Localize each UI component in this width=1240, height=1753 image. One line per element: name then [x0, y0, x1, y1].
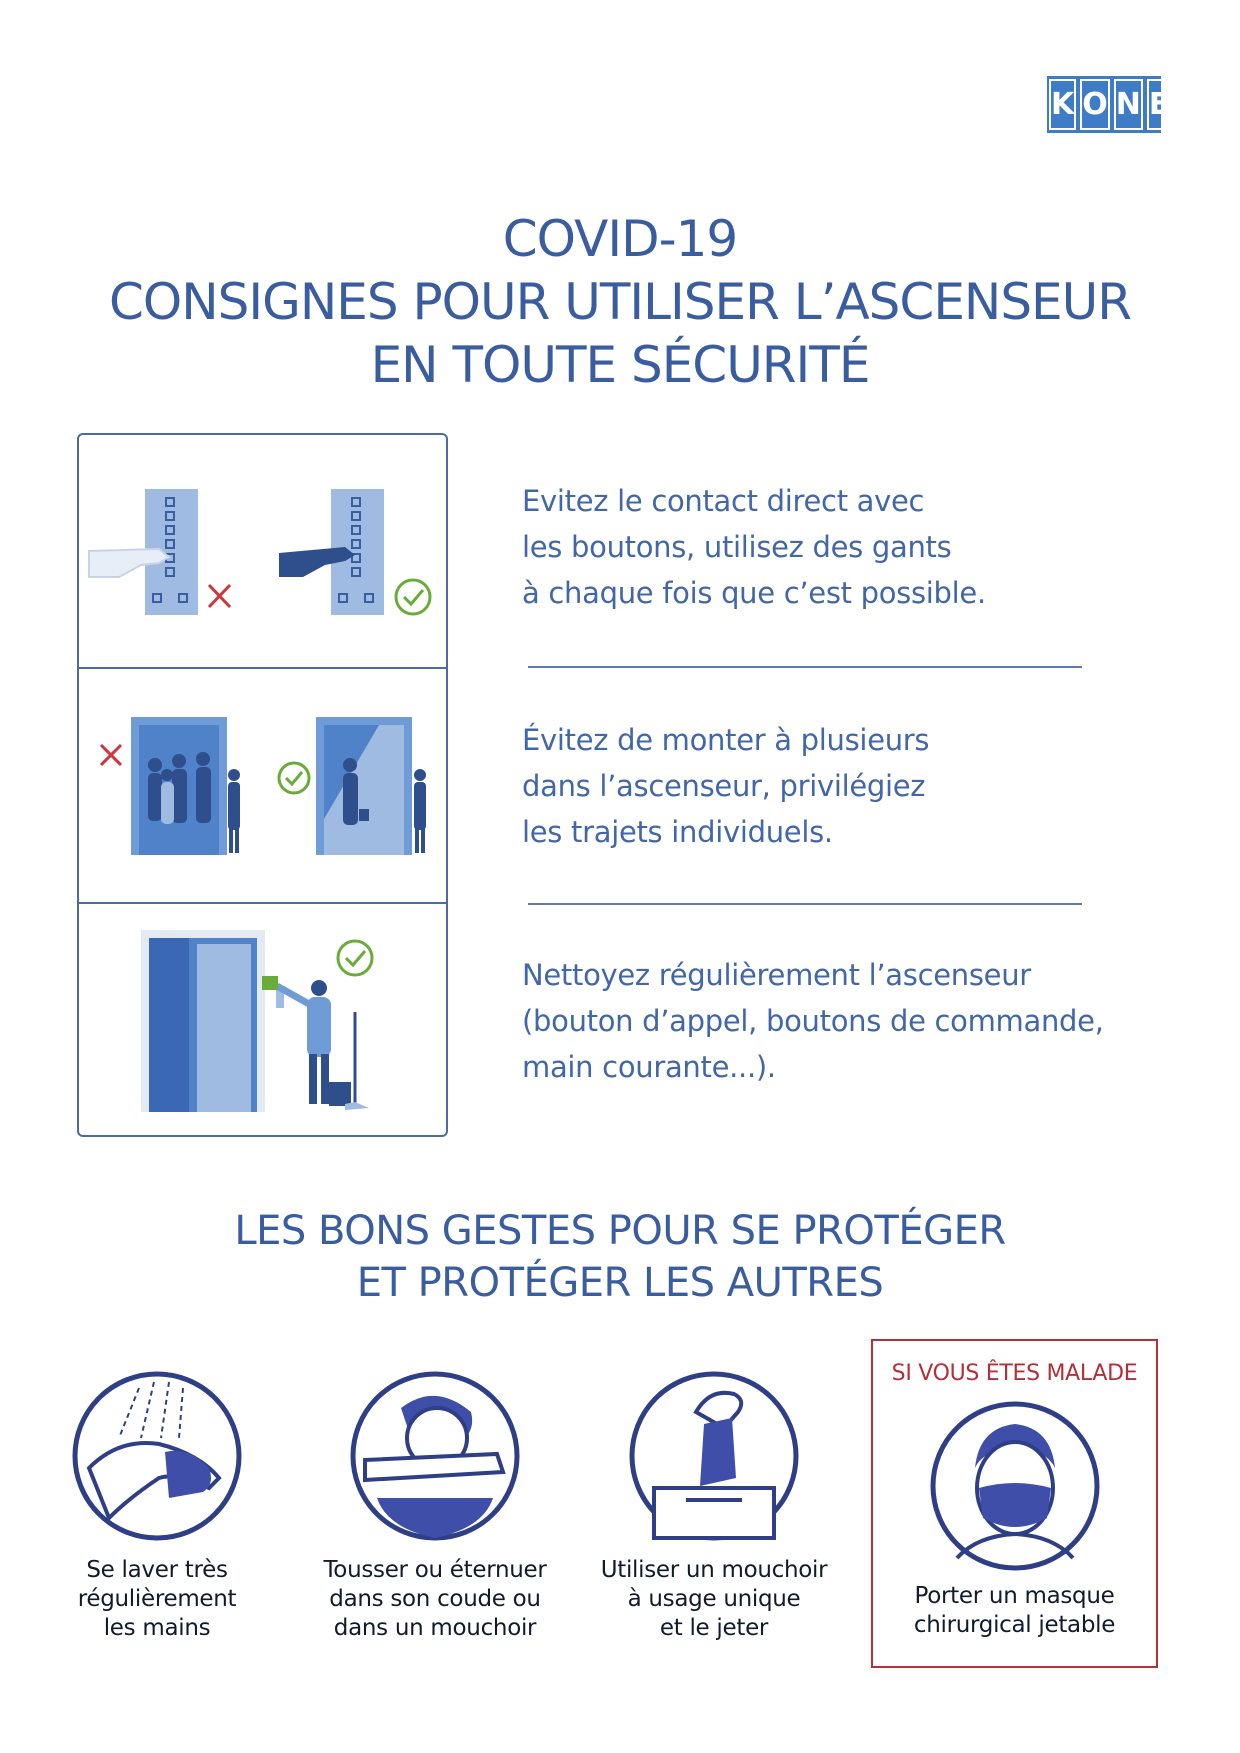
cross-icon [209, 585, 230, 607]
gesture-label-line: les mains [103, 1615, 211, 1641]
sick-label [873, 1582, 1156, 1640]
gesture-hand-washing [37, 1368, 277, 1643]
kone-logo [1047, 76, 1170, 133]
illustration-buttons [79, 435, 446, 669]
logo-letter: K [1049, 79, 1076, 130]
subtitle-line: LES BONS GESTES POUR SE PROTÉGER [234, 1208, 1006, 1254]
check-icon [279, 763, 309, 793]
instruction-buttons [522, 478, 986, 616]
gesture-label-line: dans son coude ou [329, 1586, 541, 1612]
gesture-label [594, 1556, 834, 1643]
gesture-tissue [594, 1368, 834, 1643]
illustration-panel [77, 433, 448, 1137]
instruction-line: dans l’ascenseur, privilégiez [522, 769, 926, 803]
instruction-line: Nettoyez régulièrement l’ascenseur [522, 958, 1031, 992]
logo-letter: E [1147, 79, 1172, 130]
instruction-line: main courante...). [522, 1050, 776, 1084]
instruction-crowd [522, 717, 929, 855]
divider [528, 903, 1082, 905]
elevator-cleaning-illustration [79, 904, 446, 1135]
divider [528, 666, 1082, 668]
gesture-cough-elbow [315, 1368, 555, 1643]
sick-box [871, 1339, 1158, 1668]
section-subtitle [0, 1205, 1240, 1309]
face-mask-icon [927, 1398, 1103, 1574]
logo-letter: N [1114, 79, 1143, 130]
cough-elbow-icon [347, 1368, 523, 1544]
check-icon [396, 580, 430, 614]
gesture-label-line: Se laver très [86, 1557, 228, 1583]
logo-letter: O [1080, 79, 1110, 130]
gesture-label-line: Utiliser un mouchoir [600, 1557, 828, 1583]
illustration-cleaning [79, 904, 446, 1137]
sick-label-line: chirurgical jetable [913, 1612, 1116, 1638]
gesture-label-line: Tousser ou éternuer [323, 1557, 547, 1583]
sick-label-line: Porter un masque [914, 1583, 1115, 1609]
instruction-line: les boutons, utilisez des gants [522, 530, 952, 564]
cross-icon [101, 745, 121, 765]
sick-title: SI VOUS ÊTES MALADE [891, 1361, 1138, 1386]
title-line: COVID-19 [502, 210, 738, 268]
instruction-cleaning [522, 952, 1104, 1090]
instruction-line: (bouton d’appel, boutons de commande, [522, 1004, 1104, 1038]
instruction-line: à chaque fois que c’est possible. [522, 576, 986, 610]
gesture-label-line: dans un mouchoir [333, 1615, 537, 1641]
gesture-label-line: et le jeter [659, 1615, 769, 1641]
title-line: CONSIGNES POUR UTILISER L’ASCENSEUR [109, 273, 1131, 331]
hand-washing-icon [69, 1368, 245, 1544]
elevator-button-illustration [79, 435, 446, 667]
illustration-crowd [79, 669, 446, 904]
tissue-bin-icon [626, 1368, 802, 1544]
instruction-line: les trajets individuels. [522, 815, 833, 849]
subtitle-line: ET PROTÉGER LES AUTRES [356, 1260, 884, 1306]
instruction-line: Evitez le contact direct avec [522, 484, 925, 518]
gesture-label [315, 1556, 555, 1643]
gesture-label-line: régulièrement [77, 1586, 237, 1612]
gesture-label-line: à usage unique [627, 1586, 801, 1612]
gesture-label [37, 1556, 277, 1643]
check-icon [338, 941, 372, 975]
title-line: EN TOUTE SÉCURITÉ [370, 336, 870, 394]
page-title [0, 208, 1240, 397]
instruction-line: Évitez de monter à plusieurs [522, 723, 930, 757]
elevator-crowd-illustration [79, 669, 446, 902]
